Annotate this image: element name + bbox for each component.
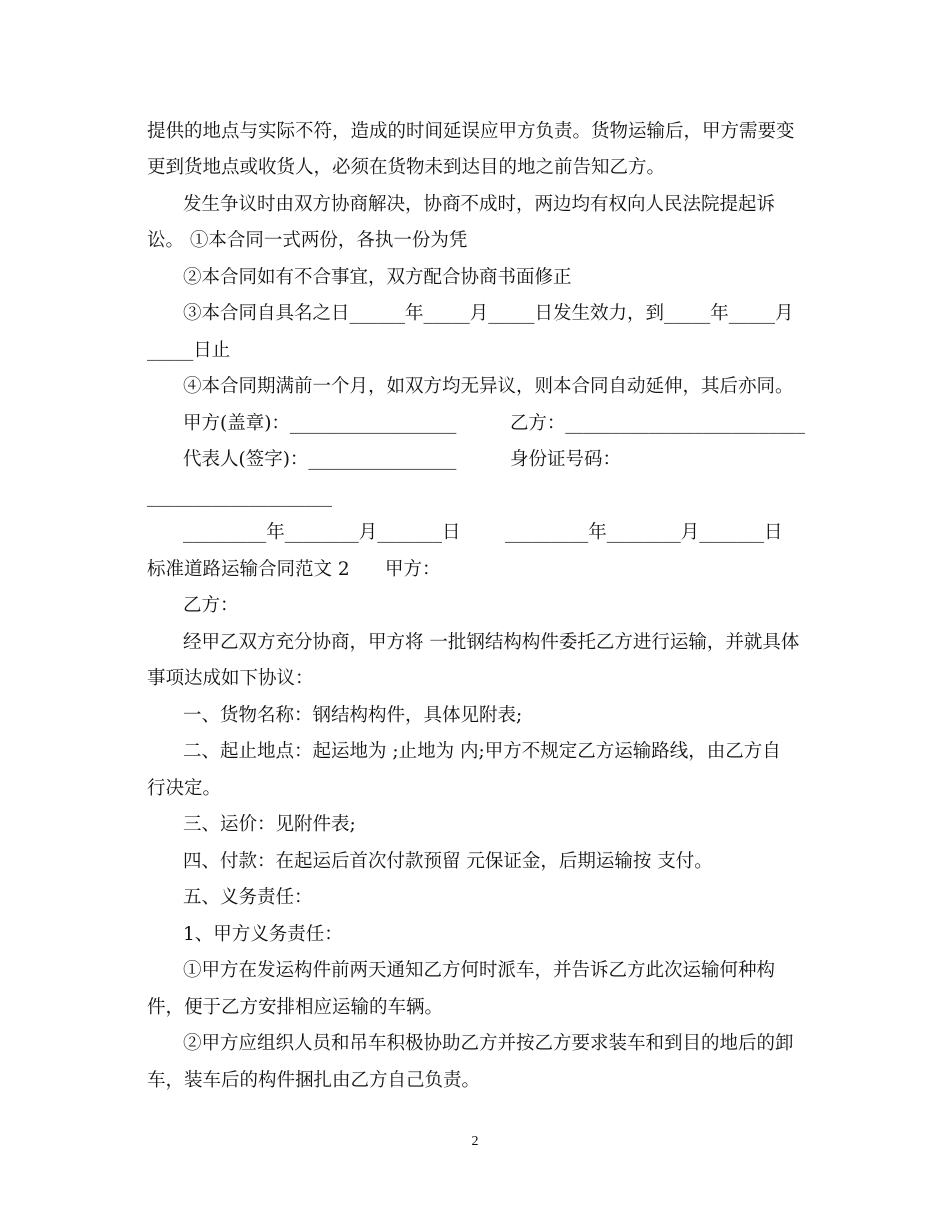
paragraph-line: 五、义务责任： bbox=[183, 887, 313, 908]
paragraph-line: ③本合同自具名之日______年_____月_____日发生效力，到_____年_____月 bbox=[183, 303, 794, 324]
paragraph-line: 行决定。 bbox=[147, 778, 222, 799]
paragraph-line: 更到货地点或收货人，必须在货物未到达目的地之前告知乙方。 bbox=[147, 157, 666, 178]
section-title: 标准道路运输合同范文 2 bbox=[147, 559, 350, 580]
id-number-blank: ____________________ bbox=[147, 486, 332, 507]
paragraph-line: 经甲乙双方充分协商，甲方将 一批钢结构构件委托乙方进行运输，并就具体 bbox=[183, 632, 800, 653]
date-field-right: _________年________月_______日 bbox=[505, 522, 783, 543]
paragraph-line: ④本合同期满前一个月，如双方均无异议，则本合同自动延伸，其后亦同。 bbox=[183, 376, 794, 397]
paragraph-line: 提供的地点与实际不符，造成的时间延误应甲方负责。货物运输后，甲方需要变 bbox=[147, 121, 795, 142]
paragraph-line: ②甲方应组织人员和吊车积极协助乙方并按乙方要求装车和到目的地后的卸 bbox=[183, 1033, 794, 1054]
paragraph-line: ①甲方在发运构件前两天通知乙方何时派车，并告诉乙方此次运输何种构 bbox=[183, 960, 776, 981]
id-number-label: 身份证号码： bbox=[510, 449, 622, 470]
party-a-seal-field: 甲方(盖章)：__________________ bbox=[183, 413, 457, 434]
paragraph-line: 四、付款：在起运后首次付款预留 元保证金，后期运输按 支付。 bbox=[183, 851, 713, 872]
paragraph-line: 件，便于乙方安排相应运输的车辆。 bbox=[147, 997, 444, 1018]
paragraph-line: 1、甲方义务责任： bbox=[183, 924, 343, 945]
paragraph-line: 二、起止地点：起运地为 ;止地为 内;甲方不规定乙方运输路线，由乙方自 bbox=[183, 741, 781, 762]
paragraph-line: 发生争议时由双方协商解决，协商不成时，两边均有权向人民法院提起诉 bbox=[183, 194, 776, 215]
party-b-label: 乙方： bbox=[183, 595, 239, 616]
paragraph-line: 车，装车后的构件捆扎由乙方自己负责。 bbox=[147, 1070, 481, 1091]
party-a-label: 甲方： bbox=[385, 559, 441, 580]
paragraph-line: 事项达成如下协议： bbox=[147, 668, 314, 689]
representative-signature-field: 代表人(签字)：________________ bbox=[183, 449, 457, 470]
date-field-left: _________年________月_______日 bbox=[183, 522, 461, 543]
paragraph-line: _____日止 bbox=[147, 340, 231, 361]
paragraph-line: 讼。 ①本合同一式两份，各执一份为凭 bbox=[147, 230, 468, 251]
paragraph-line: ②本合同如有不合事宜，双方配合协商书面修正 bbox=[183, 267, 572, 288]
paragraph-line: 一、货物名称：钢结构构件，具体见附表; bbox=[183, 705, 523, 726]
page-number: 2 bbox=[471, 1134, 479, 1149]
party-b-field: 乙方：__________________________ bbox=[510, 413, 806, 434]
paragraph-line: 三、运价：见附件表; bbox=[183, 814, 356, 835]
